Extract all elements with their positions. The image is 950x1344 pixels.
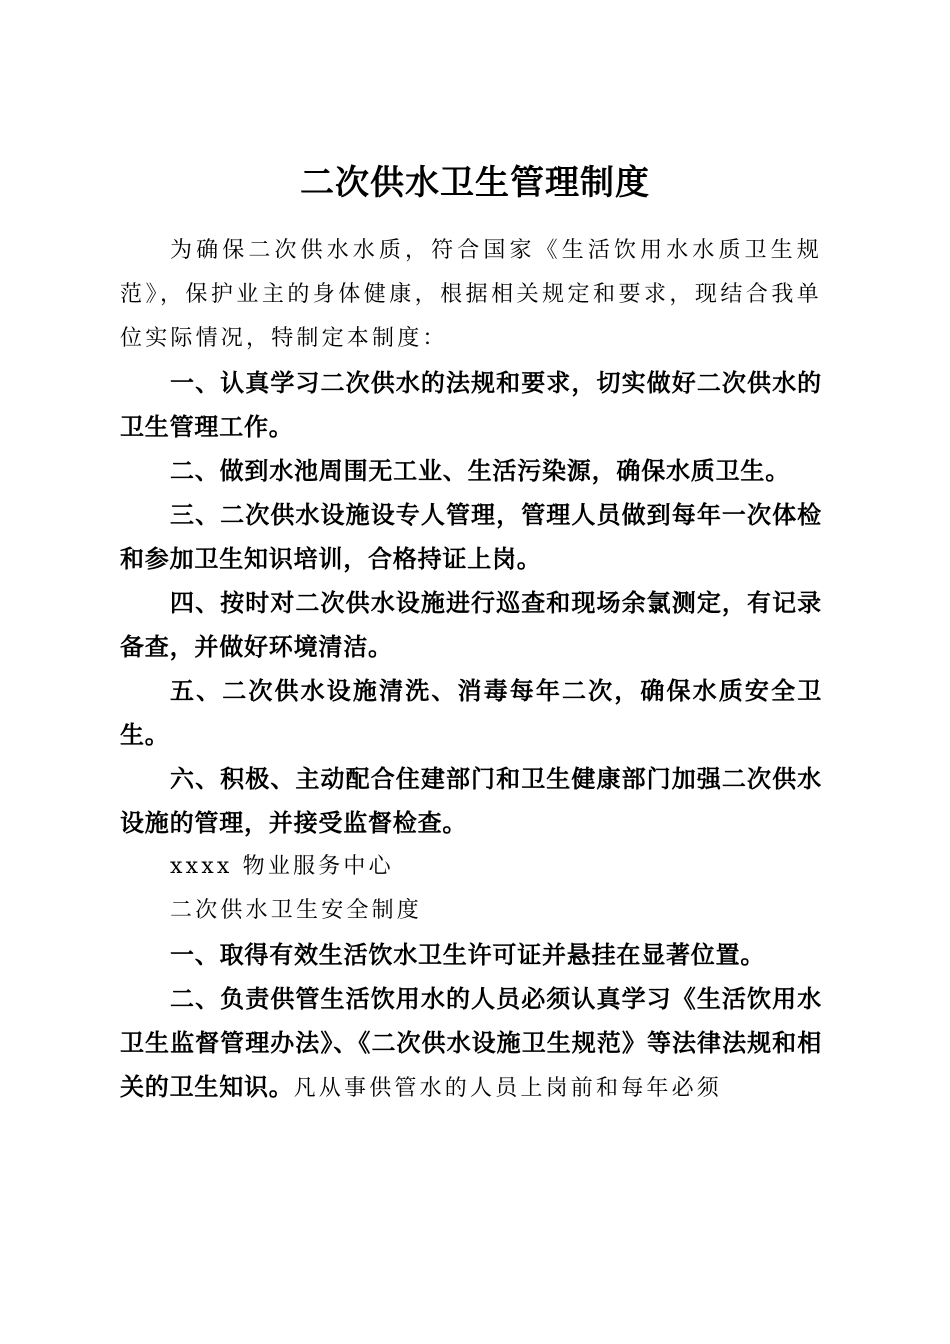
document-body [120,229,822,1111]
second-rule-1: 一、取得有效生活饮水卫生许可证并悬挂在显著位置。 [170,940,766,969]
rule-3: 三、二次供水设施设专人管理，管理人员做到每年一次体检和参加卫生知识培训，合格持证上岗。 [120,500,822,573]
intro-paragraph: 为确保二次供水水质，符合国家《生活饮用水水质卫生规范》，保护业主的身体健康，根据相关规定和要求，现结合我单位实际情况，特制定本制度： [120,238,822,351]
rule-2: 二、做到水池周围无工业、生活污染源，确保水质卫生。 [170,456,790,485]
rule-4: 四、按时对二次供水设施进行巡查和现场余氯测定，有记录备查，并做好环境清洁。 [120,588,822,661]
second-section-title: 二次供水卫生安全制度 [170,898,423,923]
organization-name: xxxx 物业服务中心 [170,854,394,879]
second-rule-2 [120,977,822,1111]
second-rule-2-continuation: 凡从事供管水的人员上岗前和每年必须 [293,1076,723,1101]
second-rule-2-bold: 二、负责供管生活饮用水的人员必须认真学习《生活饮用水卫生监督管理办法》、《二次供水设施卫生规范》等法律法规和相关的卫生知识。 [120,984,822,1101]
rule-1: 一、认真学习二次供水的法规和要求，切实做好二次供水的卫生管理工作。 [120,368,822,441]
rule-6: 六、积极、主动配合住建部门和卫生健康部门加强二次供水设施的管理，并接受监督检查。 [120,764,822,837]
document-title: 二次供水卫生管理制度 [300,162,650,203]
rule-5: 五、二次供水设施清洗、消毒每年二次，确保水质安全卫生。 [120,676,822,749]
